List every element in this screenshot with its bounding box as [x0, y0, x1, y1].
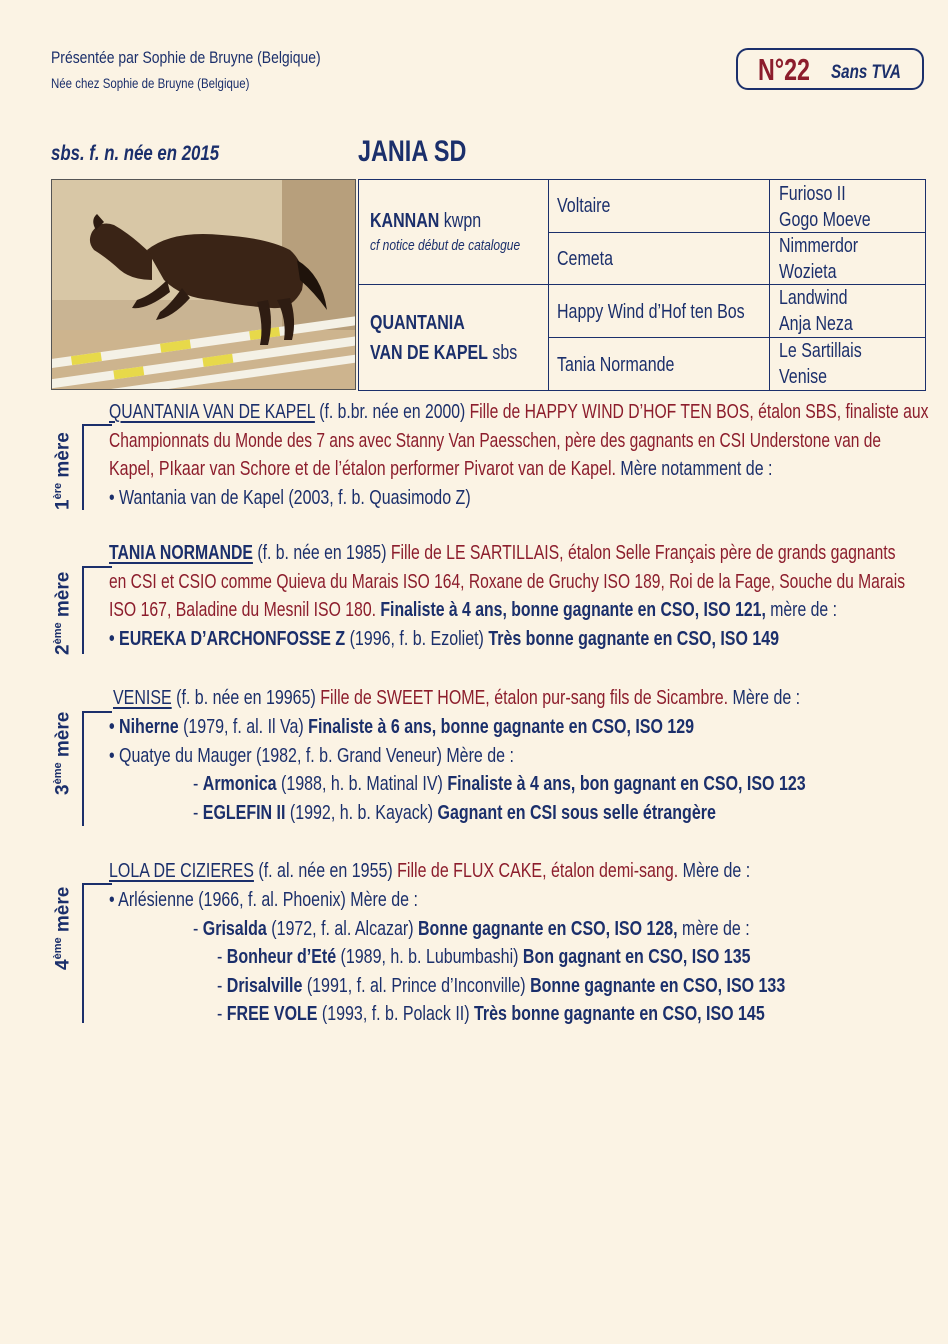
sire-note: cf notice début de catalogue — [370, 237, 521, 254]
second-dam-line-1: TANIA NORMANDE (f. b. née en 1985) Fille de LE SARTILLAIS, étalon Selle Français père de grands gagnants — [109, 542, 896, 564]
third-dam-line-1: VENISE (f. b. née en 19965) Fille de SWEET HOME, étalon pur-sang fils de Sicambre. Mère de : — [113, 687, 801, 709]
fourth-dam-line-2: • Arlésienne (1966, f. al. Phoenix) Mère de : — [109, 889, 418, 911]
second-dam-line-4: • EUREKA D’ARCHONFOSSE Z (1996, f. b. Ezoliet) Très bonne gagnante en CSO, ISO 149 — [109, 628, 780, 650]
third-dam-line-2: • Niherne (1979, f. al. Il Va) Finaliste à 6 ans, bonne gagnante en CSO, ISO 129 — [109, 716, 695, 738]
second-dam-line-3: ISO 167, Baladine du Mesnil ISO 180. Finaliste à 4 ans, bonne gagnante en CSO, ISO 121, mère de : — [109, 599, 837, 621]
dam-dam: Tania Normande — [557, 354, 675, 376]
presenter-line: Présentée par Sophie de Bruyne (Belgique) — [51, 48, 321, 67]
sire-cell — [370, 210, 509, 233]
gen3-4: Le Sartillais Venise — [779, 340, 862, 388]
sire-studbook: kwpn — [439, 210, 482, 232]
first-dam-line-1: QUANTANIA VAN DE KAPEL (f. b.br. née en 2000) Fille de HAPPY WIND D’HOF TEN BOS, étalon SBS, finaliste aux — [109, 401, 929, 423]
section-label-2: 2ème mère — [52, 571, 74, 655]
lot-badge — [736, 48, 924, 90]
horse-jumping-image — [52, 180, 356, 390]
fourth-dam-line-5: - Drisalville (1991, f. al. Prince d’Inconville) Bonne gagnante en CSO, ISO 133 — [217, 975, 786, 997]
fourth-dam-line-1: LOLA DE CIZIERES (f. al. née en 1955) Fille de FLUX CAKE, étalon demi-sang. Mère de : — [109, 860, 751, 882]
fourth-dam-line-4: - Bonheur d’Eté (1989, h. b. Lubumbashi) Bon gagnant en CSO, ISO 135 — [217, 946, 751, 968]
first-dam-line-2: Championnats du Monde des 7 ans avec Stanny Van Paesschen, père des gagnants en CSI Understone van de — [109, 430, 882, 452]
first-dam-line-3: Kapel, PIkaar van Schore et de l’étalon performer Pivarot van de Kapel. Mère notamment de : — [109, 458, 773, 480]
dam-name-line1: QUANTANIA — [370, 312, 465, 334]
dam-name-line2: VAN DE KAPEL sbs — [370, 342, 518, 364]
sire-sire: Voltaire — [557, 195, 611, 217]
sire-dam: Cemeta — [557, 248, 614, 270]
gen3-1: Furioso II Gogo Moeve — [779, 183, 871, 231]
horse-name: JANIA SD — [358, 135, 467, 168]
dam-sire: Happy Wind d’Hof ten Bos — [557, 301, 745, 323]
fourth-dam-line-3: - Grisalda (1972, f. al. Alcazar) Bonne gagnante en CSO, ISO 128, mère de : — [193, 918, 750, 940]
section-label-4: 4ème mère — [52, 886, 74, 970]
gen3-3: Landwind Anja Neza — [779, 287, 853, 335]
section-label-3: 3ème mère — [52, 711, 74, 795]
fourth-dam-line-6: - FREE VOLE (1993, f. b. Polack II) Très bonne gagnante en CSO, ISO 145 — [217, 1003, 765, 1025]
gen3-2: Nimmerdor Wozieta — [779, 235, 859, 283]
horse-photo — [51, 179, 356, 390]
third-dam-line-5: - EGLEFIN II (1992, h. b. Kayack) Gagnant en CSI sous selle étrangère — [193, 802, 716, 824]
pedigree-table — [358, 179, 926, 391]
section-label-1: 1ère mère — [52, 432, 74, 510]
lot-number: N°22 — [758, 52, 810, 87]
third-dam-line-4: - Armonica (1988, h. b. Matinal IV) Finaliste à 4 ans, bon gagnant en CSO, ISO 123 — [193, 773, 806, 795]
horse-meta: sbs. f. n. née en 2015 — [51, 142, 220, 165]
third-dam-line-3: • Quatye du Mauger (1982, f. b. Grand Veneur) Mère de : — [109, 745, 514, 767]
second-dam-line-2: en CSI et CSIO comme Quieva du Marais ISO 164, Roxane de Gruchy ISO 189, Roi de la Fage, Souche du Marais — [109, 571, 905, 593]
vat-note: Sans TVA — [831, 62, 901, 83]
first-dam-line-4: • Wantania van de Kapel (2003, f. b. Quasimodo Z) — [109, 487, 471, 509]
sire-name: KANNAN — [370, 210, 440, 232]
breeder-line: Née chez Sophie de Bruyne (Belgique) — [51, 75, 250, 91]
